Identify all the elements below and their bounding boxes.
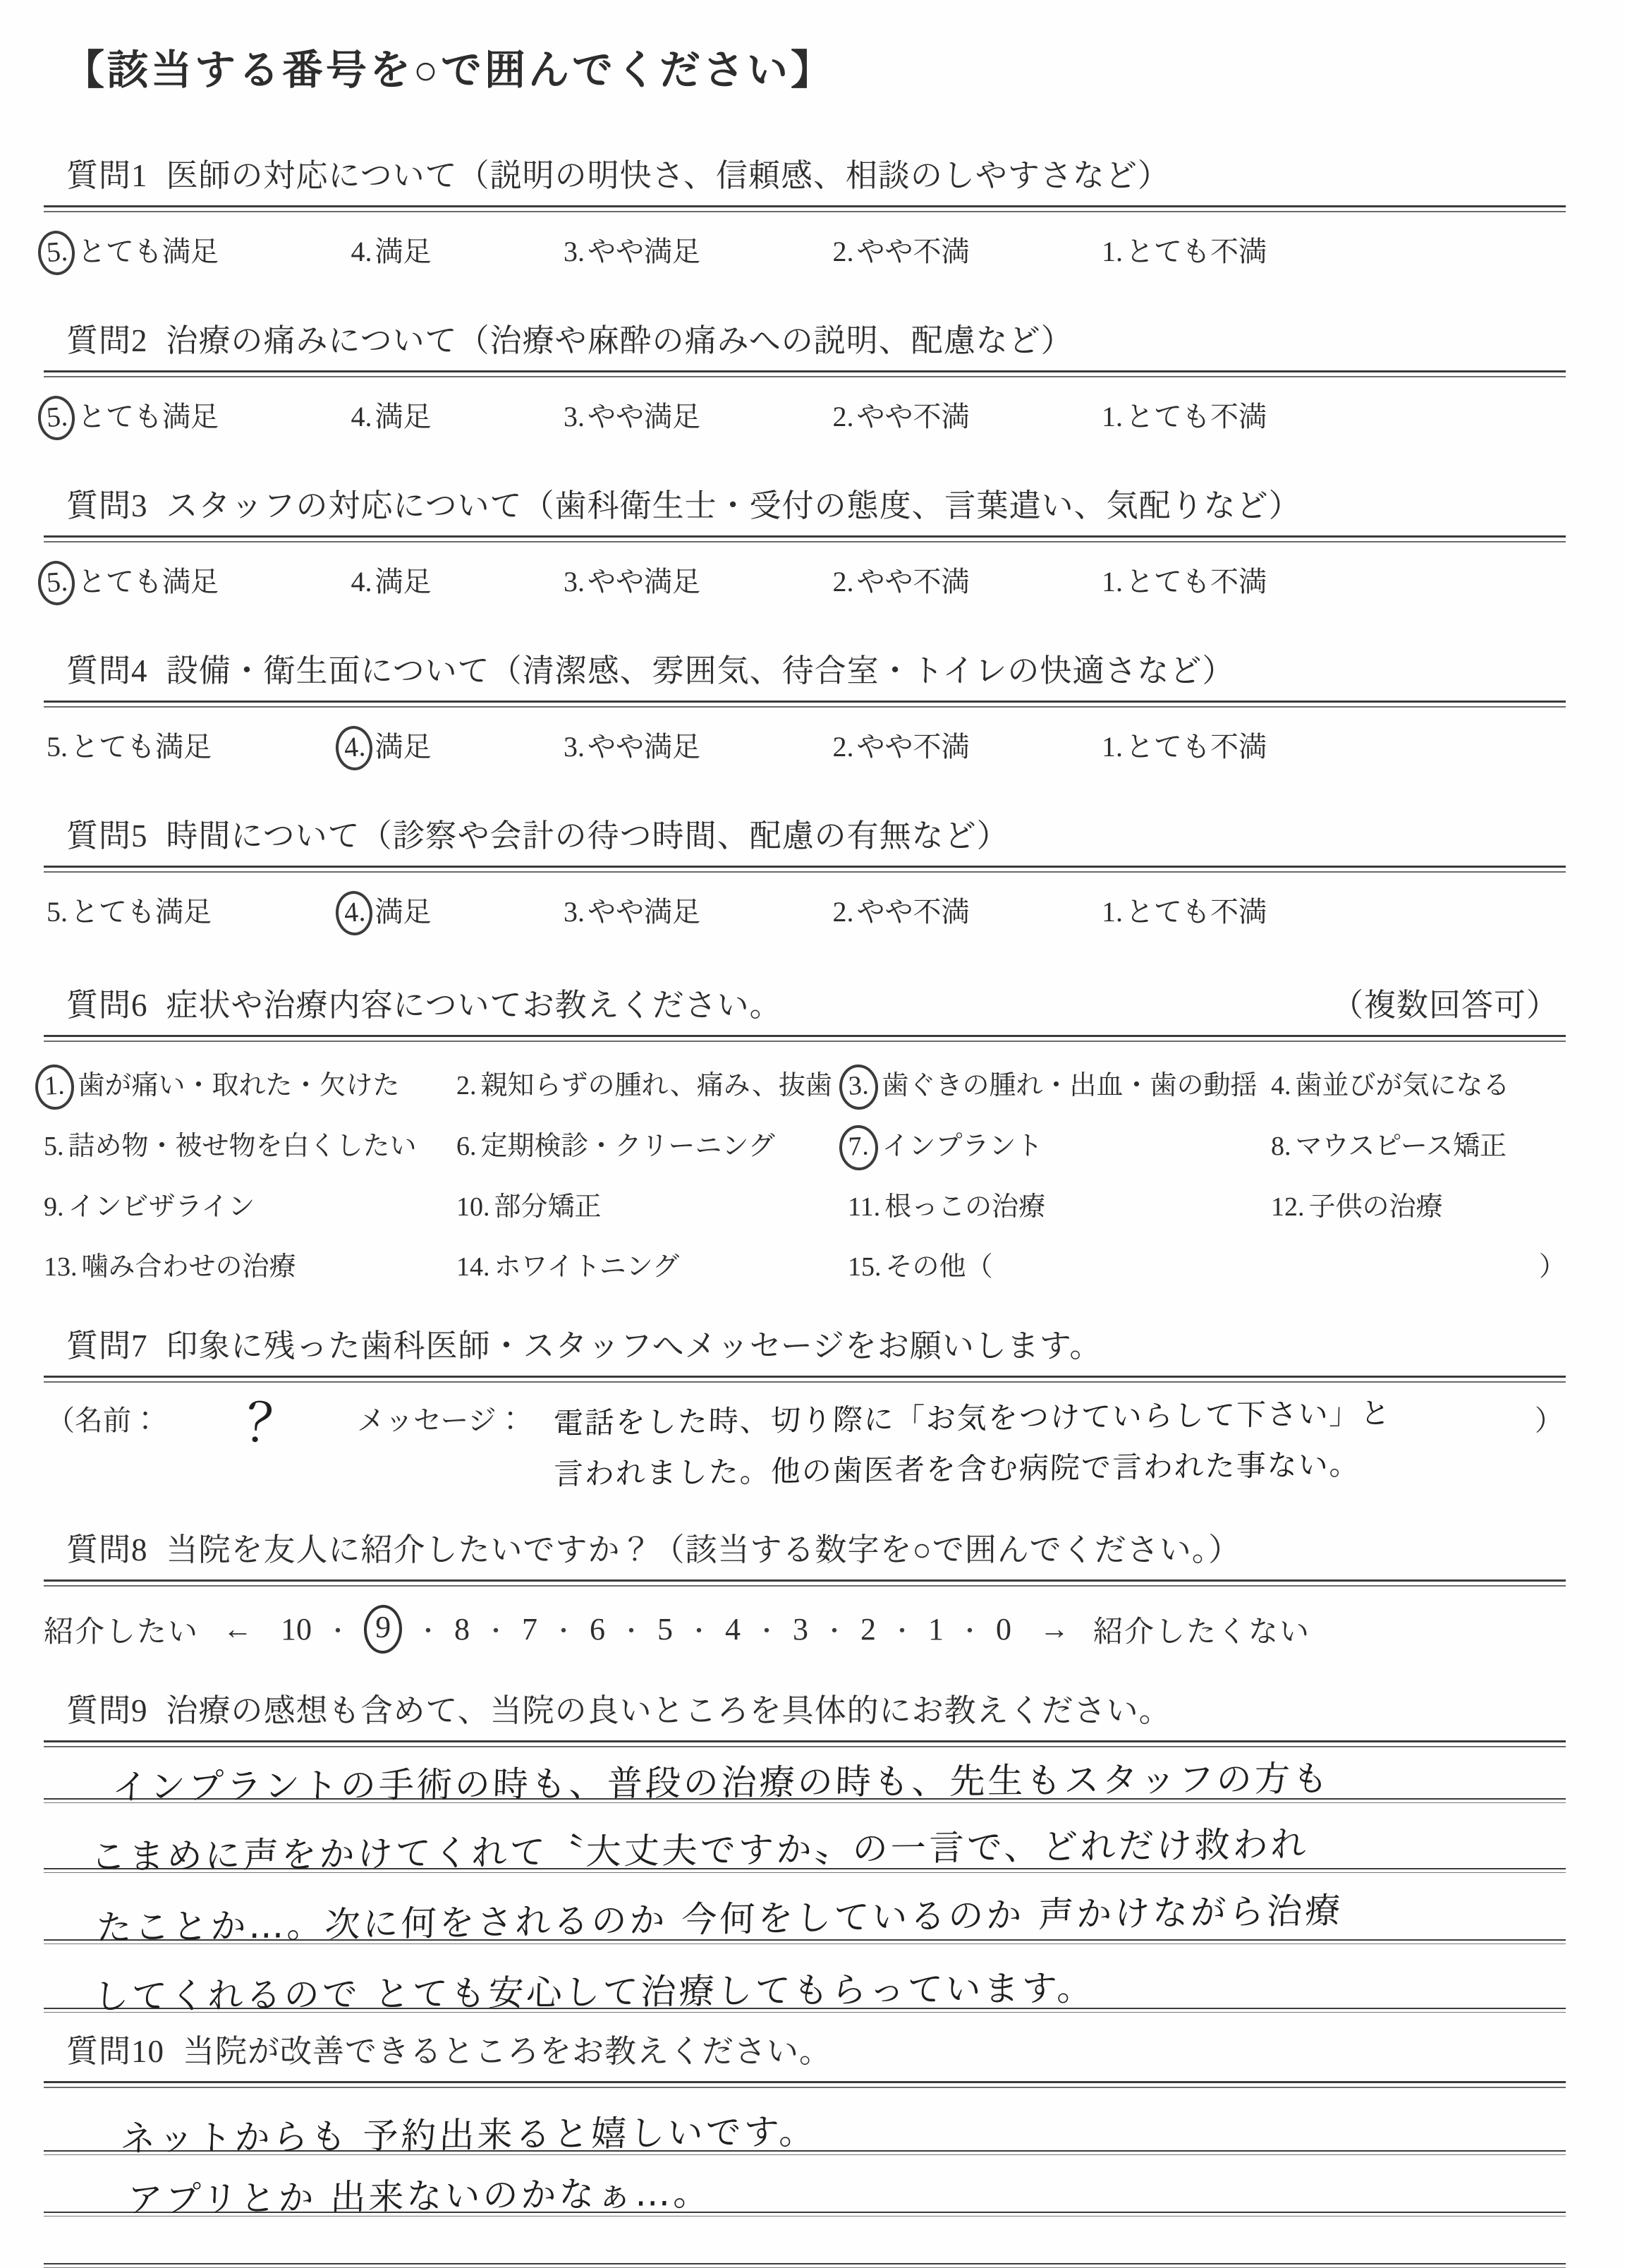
- question-3-heading: [66, 480, 1566, 526]
- scale-number-4: 4: [725, 1612, 741, 1647]
- symptom-item-12: [1271, 1184, 1566, 1223]
- symptom-row-4: [44, 1244, 1566, 1283]
- question-9-title: 治療の感想も含めて、当院の良いところを具体的にお教えください。: [166, 1693, 1171, 1728]
- divider: [44, 2081, 1566, 2088]
- symptom-label: 親知らずの腫れ、痛み、抜歯: [480, 1071, 833, 1100]
- option-somewhat-dissatisfied: [833, 559, 970, 600]
- message-field-label: メッセージ：: [357, 1405, 525, 1436]
- symptom-row-1: [44, 1063, 1566, 1103]
- scale-number-10: 10: [281, 1612, 312, 1647]
- question-10: [44, 2025, 1566, 2268]
- scale-dot: ・: [619, 1619, 644, 1645]
- option-satisfied: [351, 229, 432, 269]
- divider: [44, 535, 1566, 542]
- question-1: [44, 150, 1566, 269]
- symptom-item-15-other: [848, 1244, 1566, 1283]
- arrow-right-icon: →: [1040, 1613, 1070, 1646]
- option-number: 2.: [832, 896, 854, 928]
- option-label: とても不満: [1126, 896, 1267, 928]
- symptom-label: 根っこの治療: [884, 1192, 1046, 1222]
- scale-dot: ・: [416, 1619, 441, 1645]
- option-label: 満足: [375, 236, 432, 267]
- answer-line: [44, 2088, 1566, 2159]
- circle-annotation: 9: [363, 1604, 403, 1654]
- symptom-item-8: [1271, 1124, 1566, 1163]
- circle-annotation: 4.: [334, 890, 373, 936]
- option-number: 2.: [832, 566, 854, 598]
- option-label: とても満足: [78, 401, 219, 432]
- circle-annotation: 5.: [37, 229, 76, 276]
- symptom-number: 2.: [456, 1071, 477, 1100]
- question-10-heading: [66, 2025, 1566, 2071]
- question-4-label: 質問4: [66, 653, 148, 689]
- question-5: [44, 810, 1566, 930]
- symptom-label: インビザライン: [68, 1192, 255, 1222]
- option-number: 4.: [351, 566, 372, 598]
- answer-line: [44, 1803, 1566, 1878]
- option-number: 4.: [351, 401, 372, 432]
- question-3-options: [44, 559, 1267, 600]
- circle-annotation: 5.: [37, 559, 76, 606]
- option-somewhat-satisfied: [564, 559, 700, 600]
- handwritten-answer-line-3: たことか…。次に何をされるのか 今何をしているのか 声かけながら治療: [95, 1890, 1344, 1948]
- question-4-title: 設備・衛生面について（清潔感、雰囲気、待合室・トイレの快適さなど）: [166, 653, 1235, 689]
- question-9-label: 質問9: [66, 1693, 148, 1728]
- symptom-item-13: [44, 1244, 456, 1283]
- question-5-label: 質問5: [66, 818, 148, 854]
- divider: [44, 1376, 1566, 1383]
- option-number: 2.: [832, 236, 854, 267]
- answer-line: [44, 1944, 1566, 2018]
- option-somewhat-satisfied: [564, 890, 700, 930]
- answer-line: [44, 1747, 1566, 1808]
- option-label: 満足: [375, 566, 432, 598]
- question-7-fields: [44, 1390, 1566, 1500]
- symptom-other-close-paren: ）: [1538, 1252, 1566, 1282]
- option-very-satisfied: [47, 724, 212, 765]
- symptom-number: 13.: [44, 1252, 78, 1282]
- divider: [44, 1740, 1566, 1747]
- scale-number-2: 2: [860, 1612, 877, 1647]
- question-6-title: 症状や治療内容についてお教えください。: [166, 988, 782, 1023]
- handwritten-answer-line-2: こまめに声をかけてくれて〝大丈夫ですか〟の一言で、どれだけ救われ: [90, 1824, 1310, 1878]
- symptom-item-3: [848, 1063, 1271, 1103]
- question-6-heading: [66, 979, 1566, 1025]
- option-very-dissatisfied: [1102, 394, 1267, 435]
- option-number: 1.: [1102, 236, 1123, 267]
- symptom-item-9: [44, 1184, 456, 1223]
- option-satisfied: [344, 724, 432, 765]
- symptom-number: 10.: [456, 1192, 490, 1222]
- option-label: とても不満: [1126, 236, 1267, 267]
- question-1-title: 医師の対応について（説明の明快さ、信頼感、相談のしやすさなど）: [166, 158, 1170, 193]
- question-2-heading: [66, 315, 1566, 360]
- option-number: 5.: [47, 896, 68, 928]
- scale-dot: ・: [687, 1619, 712, 1645]
- blank-answer-line: [44, 2217, 1566, 2263]
- divider: [44, 370, 1566, 377]
- option-satisfied: [351, 559, 432, 600]
- option-label: とても不満: [1126, 566, 1267, 598]
- option-somewhat-dissatisfied: [833, 229, 970, 269]
- option-label: やや不満: [856, 236, 970, 267]
- circle-annotation: 3.: [838, 1064, 879, 1111]
- symptom-label: 子供の治療: [1308, 1192, 1443, 1222]
- divider: [44, 1035, 1566, 1042]
- option-very-satisfied: [47, 559, 219, 600]
- answer-line: [44, 2155, 1566, 2221]
- symptom-label: 噛み合わせの治療: [81, 1252, 296, 1282]
- option-label: やや満足: [588, 896, 700, 928]
- scale-number-8: 8: [454, 1612, 470, 1647]
- name-field-label: （名前：: [47, 1405, 159, 1436]
- option-number: 4.: [351, 236, 372, 267]
- scale-dot: ・: [958, 1619, 982, 1645]
- symptom-label: ホワイトニング: [494, 1252, 680, 1282]
- question-6-note: （複数回答可）: [1331, 988, 1559, 1023]
- circle-annotation: 4.: [334, 724, 373, 771]
- symptom-item-5: [44, 1124, 456, 1163]
- scale-number-1: 1: [928, 1612, 944, 1647]
- question-8-heading: [66, 1524, 1566, 1570]
- message-close-paren: ）: [1535, 1405, 1563, 1436]
- question-8-label: 質問8: [66, 1532, 148, 1567]
- question-7-heading: [66, 1320, 1566, 1366]
- option-somewhat-satisfied: [564, 229, 700, 269]
- option-label: とても満足: [78, 566, 219, 598]
- symptom-item-4: [1271, 1063, 1566, 1102]
- divider: [44, 866, 1566, 873]
- question-6: [44, 979, 1566, 1283]
- symptom-number: 15.: [848, 1252, 882, 1282]
- option-somewhat-dissatisfied: [833, 394, 970, 435]
- question-5-options: [44, 890, 1267, 930]
- scale-number-5: 5: [657, 1612, 674, 1647]
- question-1-heading: [66, 150, 1566, 195]
- symptom-number: 4.: [1271, 1071, 1291, 1100]
- option-label: とても満足: [78, 236, 219, 267]
- question-8-title: 当院を友人に紹介したいですか？（該当する数字を○で囲んでください。）: [166, 1532, 1241, 1567]
- answer-line: [44, 1873, 1566, 1948]
- handwritten-answer-line-2: アプリとか 出来ないのかなぁ…。: [126, 2172, 712, 2221]
- option-very-dissatisfied: [1102, 724, 1267, 765]
- handwritten-answer-line-1: ネットからも 予約出来ると嬉しいです。: [119, 2111, 818, 2159]
- question-4: [44, 645, 1566, 765]
- option-number: 3.: [564, 731, 585, 763]
- symptom-item-2: [456, 1063, 848, 1102]
- question-2: [44, 315, 1566, 435]
- option-label: とても不満: [1126, 401, 1267, 432]
- handwritten-message-line-1: 電話をした時、切り際に「お気をつけていらして下さい」と: [552, 1395, 1392, 1441]
- arrow-left-icon: ←: [223, 1613, 253, 1646]
- symptom-label: 歯並びが気になる: [1295, 1071, 1510, 1100]
- circle-annotation: 7.: [838, 1124, 879, 1172]
- symptom-item-1: [44, 1063, 456, 1103]
- question-7: [44, 1320, 1566, 1500]
- question-6-label: 質問6: [66, 988, 148, 1023]
- question-4-heading: [66, 645, 1566, 691]
- question-7-answer-area: [44, 1390, 1566, 1500]
- option-very-dissatisfied: [1102, 559, 1267, 600]
- option-label: とても満足: [71, 731, 212, 763]
- symptom-item-14: [456, 1244, 848, 1283]
- option-label: やや不満: [856, 896, 970, 928]
- answer-ruled-line: [44, 2263, 1566, 2268]
- question-4-options: [44, 724, 1267, 765]
- option-number: 1.: [1102, 731, 1123, 763]
- symptom-number: 6.: [456, 1132, 477, 1161]
- question-9-heading: [66, 1685, 1566, 1730]
- divider: [44, 205, 1566, 212]
- option-label: 満足: [375, 731, 432, 763]
- option-number: 3.: [564, 566, 585, 598]
- symptom-label: 歯ぐきの腫れ・出血・歯の動揺: [882, 1071, 1258, 1100]
- question-5-title: 時間について（診察や会計の待つ時間、配慮の有無など）: [166, 818, 1009, 854]
- option-label: やや満足: [588, 731, 700, 763]
- symptom-number: 14.: [456, 1252, 490, 1282]
- symptom-label: マウスピース矯正: [1295, 1132, 1507, 1161]
- symptom-row-3: [44, 1184, 1566, 1223]
- option-label: やや不満: [856, 731, 970, 763]
- option-label: やや満足: [588, 236, 700, 267]
- question-9: [44, 1685, 1566, 2018]
- option-number: 3.: [564, 896, 585, 928]
- scale-dot: ・: [326, 1619, 351, 1645]
- symptom-number: 12.: [1271, 1192, 1305, 1222]
- scale-number-0: 0: [996, 1612, 1012, 1647]
- option-number: 1.: [1102, 566, 1123, 598]
- scale-right-label: 紹介したくない: [1093, 1615, 1311, 1649]
- symptom-label: 詰め物・被せ物を白くしたい: [68, 1132, 417, 1161]
- scale-dot: ・: [890, 1619, 915, 1645]
- scale-dot: ・: [484, 1619, 509, 1645]
- handwritten-message-line-2: 言われました。他の歯医者を含む病院で言われた事ない。: [552, 1447, 1361, 1491]
- option-label: やや不満: [856, 566, 970, 598]
- option-number: 2.: [832, 731, 854, 763]
- scale-number-7: 7: [522, 1612, 538, 1647]
- question-10-label: 質問10: [66, 2034, 165, 2069]
- symptom-row-2: [44, 1124, 1566, 1163]
- option-somewhat-satisfied: [564, 394, 700, 435]
- question-8: [44, 1524, 1566, 1654]
- symptom-label: 定期検診・クリーニング: [480, 1132, 775, 1161]
- option-satisfied: [344, 890, 432, 930]
- option-label: 満足: [375, 896, 432, 928]
- symptom-label: その他（: [885, 1252, 993, 1282]
- question-2-options: [44, 394, 1267, 435]
- question-2-label: 質問2: [66, 323, 148, 358]
- question-10-title: 当院が改善できるところをお教えください。: [183, 2034, 832, 2069]
- option-very-satisfied: [47, 229, 219, 269]
- symptom-number: 8.: [1271, 1132, 1291, 1161]
- form-title: 【該当する番号を○で囲んでください】: [63, 47, 835, 93]
- option-somewhat-satisfied: [564, 724, 700, 765]
- option-label: とても満足: [71, 896, 212, 928]
- handwritten-message: [552, 1395, 1392, 1500]
- scale-dot: ・: [552, 1619, 576, 1645]
- option-satisfied: [351, 394, 432, 435]
- option-very-satisfied: [47, 890, 212, 930]
- scale-dot: ・: [822, 1619, 847, 1645]
- symptom-other-open: [848, 1244, 993, 1283]
- symptom-number: 5.: [44, 1132, 64, 1161]
- option-label: とても不満: [1126, 731, 1267, 763]
- symptom-item-10: [456, 1184, 848, 1223]
- symptom-number: 9.: [44, 1192, 64, 1222]
- symptom-label: 歯が痛い・取れた・欠けた: [78, 1071, 400, 1100]
- symptom-item-11: [848, 1184, 1271, 1223]
- symptom-item-7: [848, 1124, 1271, 1163]
- option-somewhat-dissatisfied: [833, 890, 970, 930]
- option-number: 1.: [1102, 401, 1123, 432]
- option-number: 3.: [564, 401, 585, 432]
- handwritten-name-value: ？: [243, 1390, 305, 1458]
- circle-annotation: 5.: [37, 394, 76, 441]
- option-very-satisfied: [47, 394, 219, 435]
- divider: [44, 1579, 1566, 1587]
- option-very-dissatisfied: [1102, 229, 1267, 269]
- handwritten-answer-line-1: インプラントの手術の時も、普段の治療の時も、先生もスタッフの方も: [111, 1758, 1332, 1808]
- question-1-options: [44, 229, 1267, 269]
- question-3: [44, 480, 1566, 600]
- symptom-number: 11.: [848, 1192, 881, 1222]
- question-3-title: スタッフの対応について（歯科衛生士・受付の態度、言葉遣い、気配りなど）: [166, 488, 1301, 523]
- option-label: 満足: [375, 401, 432, 432]
- question-5-heading: [66, 810, 1566, 856]
- scale-left-label: 紹介したい: [44, 1615, 200, 1649]
- question-3-label: 質問3: [66, 488, 148, 523]
- symptom-item-6: [456, 1124, 848, 1163]
- question-7-title: 印象に残った歯科医師・スタッフへメッセージをお願いします。: [166, 1328, 1102, 1364]
- option-number: 1.: [1102, 896, 1123, 928]
- option-label: やや満足: [588, 401, 700, 432]
- option-number: 5.: [47, 731, 68, 763]
- option-very-dissatisfied: [1102, 890, 1267, 930]
- symptom-label: インプラント: [882, 1132, 1043, 1161]
- handwritten-answer-line-4: してくれるので とても安心して治療してもらっています。: [92, 1967, 1096, 2018]
- scale-number-3: 3: [793, 1612, 809, 1647]
- scale-dot: ・: [755, 1619, 779, 1645]
- question-1-label: 質問1: [66, 158, 148, 193]
- option-label: やや不満: [856, 401, 970, 432]
- scale-number-6: 6: [590, 1612, 606, 1647]
- circle-annotation: 1.: [34, 1064, 75, 1111]
- recommendation-scale: [44, 1605, 1566, 1654]
- symptom-label: 部分矯正: [494, 1192, 602, 1222]
- question-2-title: 治療の痛みについて（治療や麻酔の痛みへの説明、配慮など）: [166, 323, 1073, 358]
- question-7-label: 質問7: [66, 1328, 148, 1364]
- option-number: 2.: [832, 401, 854, 432]
- option-number: 3.: [564, 236, 585, 267]
- option-label: やや満足: [588, 566, 700, 598]
- option-somewhat-dissatisfied: [833, 724, 970, 765]
- divider: [44, 701, 1566, 708]
